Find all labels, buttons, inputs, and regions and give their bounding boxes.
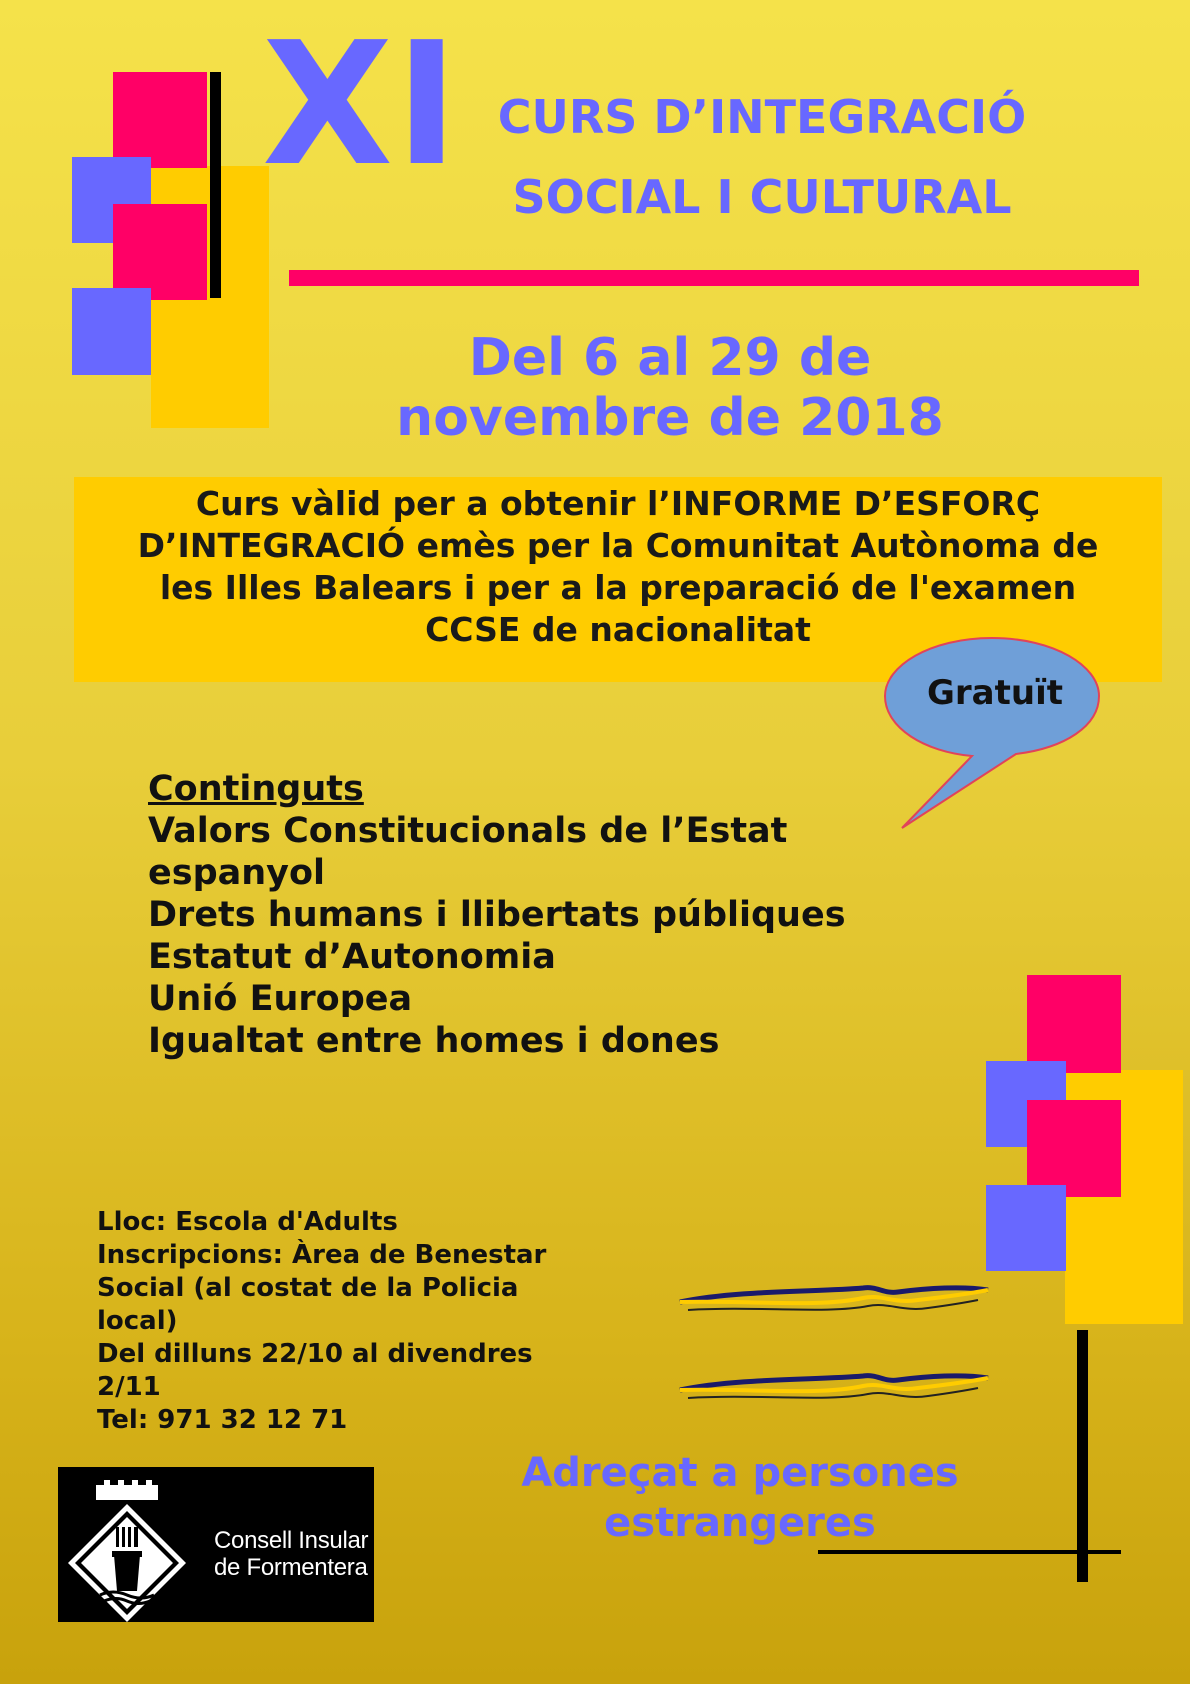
- logo-name-line-1: Consell Insular: [214, 1527, 369, 1554]
- contents-list: [148, 768, 846, 1062]
- deco-black-bar-vertical: [210, 72, 221, 298]
- practical-line: local): [97, 1306, 178, 1336]
- wave-decoration-1: [678, 1278, 998, 1318]
- free-label: Gratuït: [927, 673, 1063, 713]
- contents-item: espanyol: [148, 853, 326, 893]
- deco-block-pink-top: [113, 72, 207, 168]
- deco-block-pink-mid: [113, 204, 207, 300]
- logo-name: [214, 1527, 368, 1581]
- audience-text: [480, 1448, 1000, 1548]
- dates-line-2: novembre de 2018: [396, 388, 944, 448]
- info-line-4: CCSE de nacionalitat: [425, 610, 811, 649]
- contents-item: Igualtat entre homes i dones: [148, 1021, 720, 1061]
- title-roman-numeral: XI: [262, 6, 461, 204]
- practical-line: Inscripcions: Àrea de Benestar: [97, 1240, 547, 1270]
- info-line-1: Curs vàlid per a obtenir l’INFORME D’ESFORÇ: [195, 484, 1041, 523]
- practical-line: 2/11: [97, 1372, 161, 1402]
- contents-item: Unió Europea: [148, 979, 413, 1019]
- deco-block-pink-right-mid: [1027, 1100, 1121, 1197]
- title-underline-bar: [289, 270, 1139, 286]
- deco-block-pink-right-top: [1027, 975, 1121, 1073]
- deco-block-blue-lower: [72, 288, 151, 375]
- deco-black-bar-vertical-right: [1077, 1330, 1088, 1582]
- practical-info: [97, 1206, 597, 1437]
- contents-item: Estatut d’Autonomia: [148, 937, 556, 977]
- practical-line: Del dilluns 22/10 al divendres: [97, 1339, 533, 1369]
- course-dates: [330, 328, 1010, 448]
- practical-line: Social (al costat de la Policia: [97, 1273, 519, 1303]
- dates-line-1: Del 6 al 29 de: [468, 328, 872, 388]
- practical-line: Lloc: Escola d'Adults: [97, 1207, 398, 1237]
- deco-block-blue-right-lower: [986, 1185, 1066, 1271]
- contents-heading: Continguts: [148, 769, 364, 809]
- info-line-3: les Illes Balears i per a la preparació de l'examen: [159, 568, 1077, 607]
- coat-of-arms-icon: [58, 1467, 208, 1622]
- deco-black-bar-horizontal: [818, 1550, 1121, 1554]
- practical-line: Tel: 971 32 12 71: [97, 1405, 348, 1435]
- title-line-2: SOCIAL I CULTURAL: [512, 170, 1012, 224]
- consell-insular-logo: [58, 1467, 374, 1622]
- logo-name-line-2: de Formentera: [214, 1554, 368, 1581]
- contents-item: Drets humans i llibertats públiques: [148, 895, 846, 935]
- audience-line-2: estrangeres: [604, 1500, 876, 1546]
- audience-line-1: Adreçat a persones: [521, 1450, 959, 1496]
- wave-decoration-2: [678, 1366, 998, 1406]
- speech-bubble: [880, 636, 1105, 836]
- title-line-1: CURS D’INTEGRACIÓ: [497, 90, 1027, 144]
- info-line-2: D’INTEGRACIÓ emès per la Comunitat Autònoma de: [137, 526, 1099, 565]
- contents-item: Valors Constitucionals de l’Estat: [148, 811, 788, 851]
